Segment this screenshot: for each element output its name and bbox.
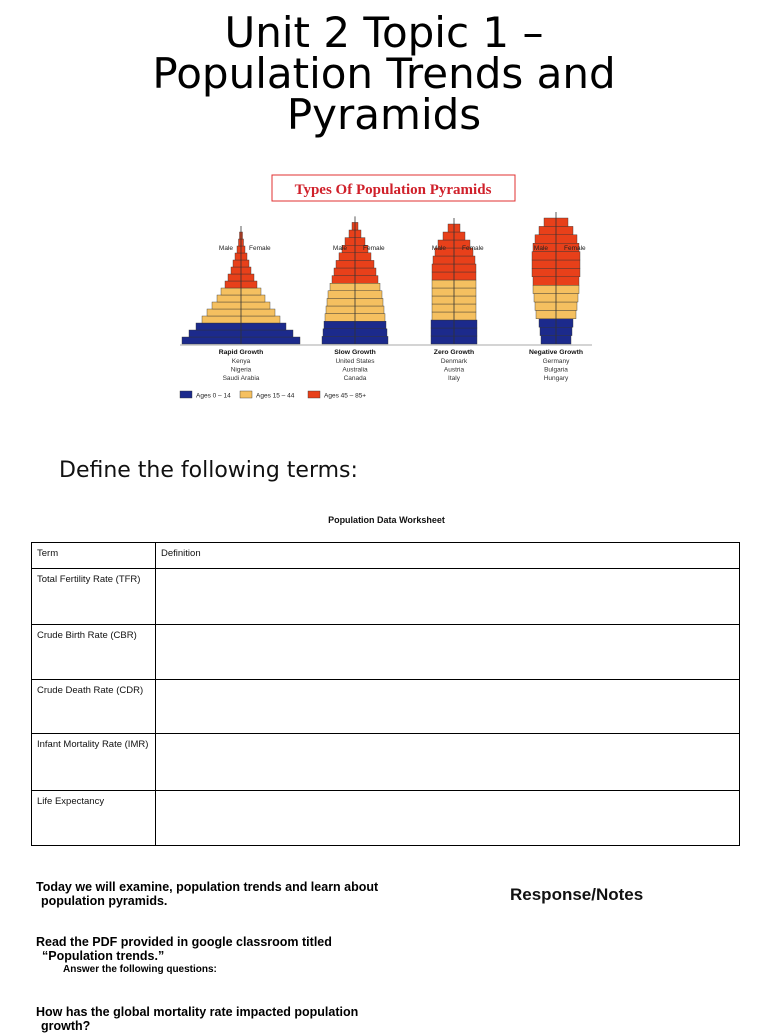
definition-cell[interactable]: [156, 569, 740, 625]
female-label: Female: [462, 245, 484, 252]
question-1: [36, 880, 378, 908]
term-cell: Total Fertility Rate (TFR): [32, 569, 156, 625]
country-label: Austria: [443, 366, 465, 374]
title-line-2: Population Trends and: [152, 49, 616, 98]
pyramid-1: [182, 226, 300, 382]
country-label: Saudi Arabia: [222, 375, 260, 382]
country-label: Kenya: [231, 358, 251, 365]
term-cell: Crude Death Rate (CDR): [32, 680, 156, 734]
population-pyramids-figure: [172, 170, 602, 400]
title-line-1: Unit 2 Topic 1 –: [224, 8, 544, 57]
page-title: [0, 8, 768, 139]
country-label: Hungary: [543, 375, 569, 382]
legend-label: Ages 0 – 14: [196, 392, 231, 400]
question-2-line-2: “Population trends.”: [42, 949, 165, 963]
country-label: United States: [335, 358, 375, 365]
pyramid-name: Zero Growth: [433, 349, 475, 356]
header-definition: Definition: [156, 543, 740, 569]
term-cell: Life Expectancy: [32, 791, 156, 846]
figure-legend: [180, 391, 366, 400]
male-label: Male: [431, 245, 446, 252]
definition-cell[interactable]: [156, 625, 740, 680]
pyramid-2: [322, 216, 388, 382]
question-3-line-2: growth?: [41, 1019, 91, 1033]
table-row: [32, 791, 740, 846]
table-header-row: [32, 543, 740, 569]
pyramids-group: [180, 212, 592, 382]
female-label: Female: [564, 245, 586, 252]
pyramid-3: [431, 218, 484, 382]
pyramid-name: Rapid Growth: [218, 349, 264, 356]
table-row: [32, 569, 740, 625]
table-row: [32, 625, 740, 680]
legend-swatch: [240, 391, 252, 398]
question-1-line-1: Today we will examine, population trends and learn about: [36, 880, 379, 894]
table-row: [32, 680, 740, 734]
question-2-instruction: Answer the following questions:: [63, 964, 217, 975]
table-row: [32, 734, 740, 791]
male-label: Male: [332, 245, 347, 252]
country-label: Italy: [448, 375, 460, 382]
female-label: Female: [249, 245, 271, 252]
question-2-line-1: Read the PDF provided in google classroom titled: [36, 935, 332, 949]
question-1-line-2: population pyramids.: [41, 894, 168, 908]
figure-heading: Types Of Population Pyramids: [294, 182, 492, 198]
term-cell: Crude Birth Rate (CBR): [32, 625, 156, 680]
term-cell: Infant Mortality Rate (IMR): [32, 734, 156, 791]
legend-label: Ages 45 – 85+: [324, 392, 367, 400]
legend-label: Ages 15 – 44: [256, 392, 295, 400]
pyramid-4: [529, 212, 586, 382]
definition-cell[interactable]: [156, 680, 740, 734]
country-label: Denmark: [440, 358, 468, 365]
country-label: Australia: [342, 366, 368, 374]
worksheet-title: Population Data Worksheet: [328, 515, 445, 525]
pyramid-name: Slow Growth: [334, 349, 376, 356]
female-label: Female: [363, 245, 385, 252]
country-label: Germany: [542, 358, 570, 365]
male-label: Male: [218, 245, 233, 252]
question-3: [36, 1005, 358, 1033]
worksheet-table: [31, 542, 740, 846]
header-term: Term: [32, 543, 156, 569]
country-label: Nigeria: [230, 366, 252, 374]
response-notes-heading: Response/Notes: [510, 885, 644, 904]
legend-swatch: [308, 391, 320, 398]
male-label: Male: [533, 245, 548, 252]
country-label: Canada: [343, 375, 367, 382]
country-label: Bulgaria: [544, 366, 568, 374]
pyramid-name: Negative Growth: [528, 349, 584, 356]
question-2: [36, 935, 332, 977]
define-heading: Define the following terms:: [59, 458, 358, 483]
title-line-3: Pyramids: [286, 90, 482, 139]
definition-cell[interactable]: [156, 734, 740, 791]
legend-swatch: [180, 391, 192, 398]
question-3-line-1: How has the global mortality rate impacted population: [36, 1005, 359, 1019]
definition-cell[interactable]: [156, 791, 740, 846]
